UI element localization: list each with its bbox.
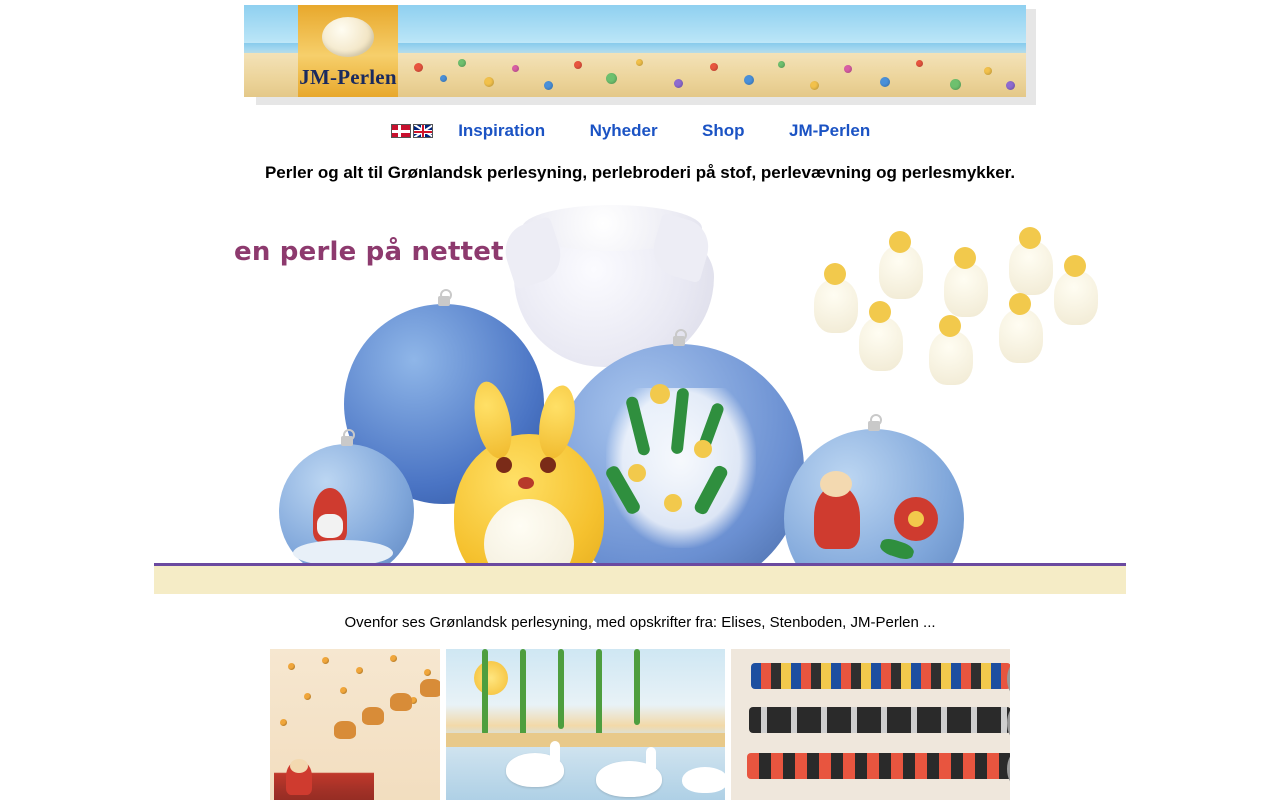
angel-figure <box>944 263 988 317</box>
ornament-cap <box>438 296 450 306</box>
hero-image <box>154 199 1126 594</box>
flag-denmark-icon[interactable] <box>391 124 411 138</box>
angel-head <box>1064 255 1086 277</box>
angel-head <box>824 263 846 285</box>
hero-shelf <box>154 563 1126 594</box>
figure-head <box>820 471 852 497</box>
bunny-nose <box>518 477 534 489</box>
ornament-cap <box>341 436 353 446</box>
flower-center <box>628 464 646 482</box>
beaded-angels-group <box>804 239 1094 369</box>
hero-caption: en perle på nettet <box>234 237 504 267</box>
bead-decoration <box>744 75 754 85</box>
bead-decoration <box>544 81 553 90</box>
bead-decoration <box>984 67 992 75</box>
angel-head <box>1019 227 1041 249</box>
angel-head <box>869 301 891 323</box>
bead-decoration <box>414 63 423 72</box>
flower-center <box>664 494 682 512</box>
angel-figure <box>999 309 1043 363</box>
angel-figure <box>1009 241 1053 295</box>
hero-subcaption: Ovenfor ses Grønlandsk perlesyning, med opskrifter fra: Elises, Stenboden, JM-Perlen ... <box>344 614 936 631</box>
bead-decoration <box>636 59 643 66</box>
angel-head <box>939 315 961 337</box>
main-navigation <box>0 121 1280 141</box>
nav-item-inspiration[interactable]: Inspiration <box>458 121 546 140</box>
bead-decoration <box>512 65 519 72</box>
ornament-cap <box>868 421 880 431</box>
flower-center <box>650 384 670 404</box>
site-logo-text: JM-Perlen <box>299 65 397 89</box>
bead-decoration <box>440 75 447 82</box>
bead-decoration <box>674 79 683 88</box>
bead-decoration <box>916 60 923 67</box>
site-logo[interactable] <box>298 5 398 97</box>
nav-item-nyheder[interactable]: Nyheder <box>589 121 658 140</box>
pearl-icon <box>322 17 374 57</box>
angel-head <box>1009 293 1031 315</box>
site-banner <box>244 5 1036 105</box>
bead-decoration <box>484 77 494 87</box>
bead-decoration <box>880 77 890 87</box>
bead-decoration <box>574 61 582 69</box>
angel-figure <box>879 245 923 299</box>
bead-decoration <box>778 61 785 68</box>
beaded-ball-gnome <box>279 444 414 579</box>
bunny-eye-right <box>540 457 556 473</box>
bead-decoration <box>1006 81 1015 90</box>
angel-figure <box>1054 271 1098 325</box>
flag-uk-icon[interactable] <box>413 124 433 138</box>
nav-item-shop[interactable]: Shop <box>702 121 745 140</box>
bead-decoration <box>844 65 852 73</box>
thumb-svaner-soe[interactable] <box>446 649 725 800</box>
bead-decoration <box>810 81 819 90</box>
bunny-eye-left <box>496 457 512 473</box>
beach-banner-image <box>244 5 1026 97</box>
angel-figure <box>929 331 973 385</box>
flower-center <box>694 440 712 458</box>
thumbnail-row <box>270 649 1010 800</box>
gnome-beard <box>317 514 343 538</box>
angel-head <box>889 231 911 253</box>
page-tagline: Perler og alt til Grønlandsk perlesyning, perlebroderi på stof, perlevævning og perlesmykker. <box>264 163 1016 182</box>
bead-decoration <box>710 63 718 71</box>
thumb-julemand-rensdyr[interactable] <box>270 649 440 800</box>
bead-decoration <box>606 73 617 84</box>
bead-decoration <box>950 79 961 90</box>
angel-figure <box>814 279 858 333</box>
flower-center <box>908 511 924 527</box>
bead-decoration <box>458 59 466 67</box>
nav-item-jm-perlen[interactable]: JM-Perlen <box>789 121 871 140</box>
ornament-cap <box>673 336 685 346</box>
thumb-perlearmbaand[interactable] <box>731 649 1010 800</box>
angel-figure <box>859 317 903 371</box>
angel-head <box>954 247 976 269</box>
